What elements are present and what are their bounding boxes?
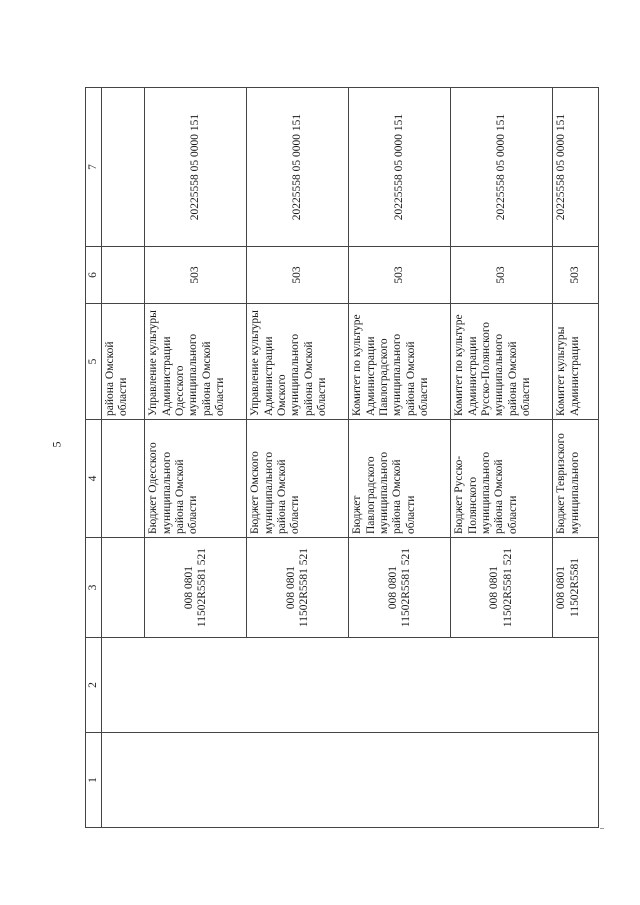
table-cell xyxy=(349,638,451,733)
table-row xyxy=(451,88,553,828)
table-row xyxy=(247,88,349,828)
table-cell xyxy=(451,638,553,733)
column-header-2: 2 xyxy=(86,638,102,733)
recipient-cell: Комитет по культуре Администрации Павлоградского муниципального района Омской области xyxy=(349,304,451,420)
recipient-cell: Управление культуры Администрации Омского муниципального района Омской области xyxy=(247,304,349,420)
column-header-5: 5 xyxy=(86,304,102,420)
classification-cell: 008 0801 11502R5581 521 xyxy=(145,538,247,638)
column-header-4: 4 xyxy=(86,420,102,538)
column-header-7: 7 xyxy=(86,88,102,247)
table-cell xyxy=(349,733,451,828)
table-cell xyxy=(451,733,553,828)
page-number: 5 xyxy=(49,441,64,448)
table-cell xyxy=(101,538,145,638)
budget-cell: Бюджет Тевризского муниципального xyxy=(553,420,599,538)
income-code-cell: 20225558 05 0000 151 xyxy=(451,88,553,247)
recipient-cell: Комитет по культуре Администрации Русско-Полянского муниципального района Омской области xyxy=(451,304,553,420)
classification-cell: 008 0801 11502R5581 521 xyxy=(349,538,451,638)
table-cell xyxy=(247,733,349,828)
table-row xyxy=(349,88,451,828)
budget-cell: Бюджет Одесского муниципального района Омской области xyxy=(145,420,247,538)
scan-artifact xyxy=(600,828,604,829)
column-header-6: 6 xyxy=(86,247,102,304)
table-cell xyxy=(553,638,599,733)
recipient-cell: Комитет культуры Администрации xyxy=(553,304,599,420)
budget-cell: Бюджет Омского муниципального района Омской области xyxy=(247,420,349,538)
table-cell xyxy=(101,420,145,538)
table-cell xyxy=(101,733,145,828)
rotated-table-container xyxy=(85,88,599,828)
column-header-row xyxy=(86,88,102,828)
classification-cell: 008 0801 11502R5581 521 xyxy=(451,538,553,638)
table-cell xyxy=(101,88,145,247)
table-cell xyxy=(101,247,145,304)
table-rotation-wrapper xyxy=(85,88,599,828)
table-cell xyxy=(145,638,247,733)
income-code-cell: 20225558 05 0000 151 xyxy=(553,88,599,247)
code-cell: 503 xyxy=(247,247,349,304)
table-cell xyxy=(101,638,145,733)
budget-allocation-table xyxy=(85,87,599,828)
table-row xyxy=(145,88,247,828)
income-code-cell: 20225558 05 0000 151 xyxy=(349,88,451,247)
code-cell: 503 xyxy=(145,247,247,304)
table-cell xyxy=(145,733,247,828)
budget-cell: Бюджет Русско-Полянского муниципального района Омской области xyxy=(451,420,553,538)
recipient-cell: Управление культуры Администрации Одесского муниципального района Омской области xyxy=(145,304,247,420)
continuation-row xyxy=(101,88,145,828)
table-row-partial xyxy=(553,88,599,828)
table-cell xyxy=(553,733,599,828)
column-header-1: 1 xyxy=(86,733,102,828)
budget-cell: Бюджет Павлоградского муниципального района Омской области xyxy=(349,420,451,538)
recipient-cell: района Омской области xyxy=(101,304,145,420)
column-header-3: 3 xyxy=(86,538,102,638)
classification-cell: 008 0801 11502R5581 xyxy=(553,538,599,638)
code-cell: 503 xyxy=(349,247,451,304)
code-cell: 503 xyxy=(451,247,553,304)
classification-cell: 008 0801 11502R5581 521 xyxy=(247,538,349,638)
income-code-cell: 20225558 05 0000 151 xyxy=(145,88,247,247)
code-cell: 503 xyxy=(553,247,599,304)
income-code-cell: 20225558 05 0000 151 xyxy=(247,88,349,247)
table-cell xyxy=(247,638,349,733)
